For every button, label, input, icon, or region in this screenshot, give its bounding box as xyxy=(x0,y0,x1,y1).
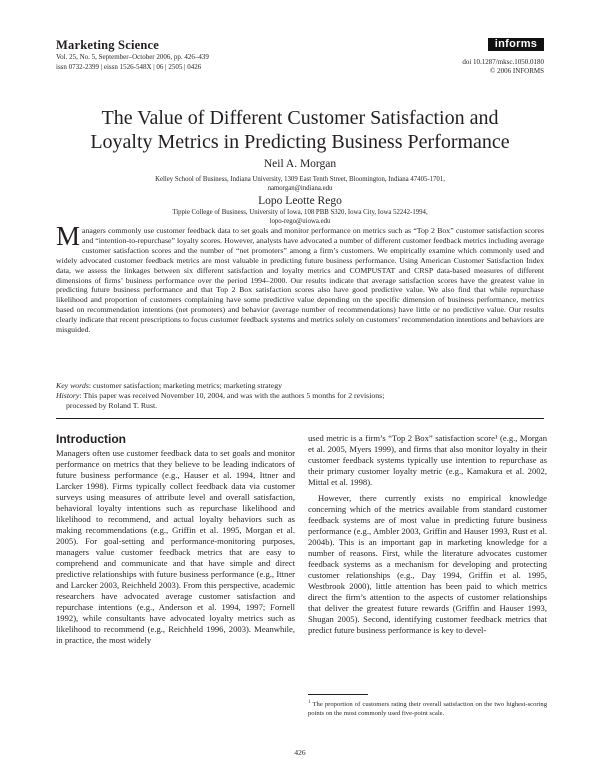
paper-title-line2: Loyalty Metrics in Predicting Business Performance xyxy=(90,131,510,153)
paragraph: Managers often use customer feedback data to set goals and monitor performance on metrics that they believe to be leading indicators of future business performance (e.g., Hauser et al. 1994, Ittner and Larcker 1998). Firms typically collect feedback data via customer surveys using measures of attribute level and overall satisfaction, behavioral loyalty intentions such as repurchase likelihood and likelihood to recommend, and actual loyalty behaviors such as making recommendations (e.g., Griffin et al. 1995, Morgan et al. 2005). For goal-setting and performance-monitoring purposes, managers value customer feedback metrics that are easy to comprehend and communicate and that have simple and direct predictive relationships with future business performance (e.g., Ittner and Larcker 2003, Reichheld 2003). From this perspective, academic researchers have advocated average customer satisfaction and repurchase intentions (e.g., Anderson et al. 1994, 1997; Fornell 1992), while consultants have advocated loyalty metrics such as likelihood to recommend (e.g., Reichheld 1996, 2003). Meanwhile, in practice, the most widely xyxy=(56,448,295,645)
history-label: History xyxy=(56,391,80,400)
section-heading: Introduction xyxy=(56,432,126,446)
author-affiliation: Tippie College of Business, University of Iowa, 108 PBB S320, Iowa City, Iowa 52242-1994, xyxy=(172,209,428,216)
page-number: 426 xyxy=(294,748,306,757)
paragraph: used metric is a firm’s “Top 2 Box” satisfaction score¹ (e.g., Morgan et al. 2005, Myers 1999), and firms that also monitor loyalty in their customer feedback systems typically use intention to repurchase as their primary customer loyalty metric (e.g., Kamakura et al. 2002, Mittal et al. 1998). xyxy=(308,433,547,487)
journal-name: Marketing Science xyxy=(56,38,160,52)
author-affiliation: Kelley School of Business, Indiana University, 1309 East Tenth Street, Bloomington, Indiana 47405-1701, xyxy=(155,176,445,183)
informs-logo xyxy=(488,38,544,51)
history-continued: processed by Roland T. Rust. xyxy=(66,401,158,410)
abstract-dropcap: M xyxy=(56,221,81,251)
abstract-text: anagers commonly use customer feedback data to set goals and monitor performance on metrics such as “Top 2 Box” customer satisfaction scores and “intention-to-repurchase” loyalty scores. However, analysts have advocated a number of different customer feedback metrics including average customer satisfaction scores and the number of “net promoters” among a firm’s customers. We empirically examine which commonly used and widely advocated customer feedback metrics are most valuable in predicting future business performance. Using American Customer Satisfaction Index data, we assess the linkages between six different satisfaction and loyalty metrics and COMPUSTAT and CRSP data-based measures of different dimensions of firms’ business performance over the period 1994–2000. Our results indicate that average satisfaction scores have the greatest value in predicting future business performance and that Top 2 Box satisfaction scores also have good predictive value. We also find that while repurchase likelihood and proportion of customers complaining have some predictive value depending on the specific dimension of business performance, metrics based on recommendation intentions (net promoters) and behavior (average number of recommendations) have little or no predictive value. Our results clearly indicate that recent prescriptions to focus customer feedback systems and metrics solely on customers’ recommendation intentions and behaviors are misguided. xyxy=(56,226,544,335)
copyright-line: © 2006 INFORMS xyxy=(490,67,544,75)
issn-line: issn 0732-2399 | eissn 1526-548X | 06 | 2505 | 0426 xyxy=(56,63,202,71)
author-name: Lopo Leotte Rego xyxy=(258,195,342,207)
footnote-text: The proportion of customers rating their overall satisfaction on the two highest-scoring points on the most commonly used five-point scale. xyxy=(308,701,547,717)
author-name: Neil A. Morgan xyxy=(263,158,337,170)
history-text: : This paper was received November 10, 2004, and was with the authors 5 months for 2 revisions; xyxy=(79,391,385,400)
logo-text: informs xyxy=(488,38,544,51)
keywords xyxy=(56,381,544,391)
volume-line: Vol. 25, No. 5, September–October 2006, pp. 426–439 xyxy=(56,53,209,61)
left-column xyxy=(56,448,295,646)
footnote-mark: 1 xyxy=(308,700,311,705)
divider-rule xyxy=(56,418,544,419)
paragraph: However, there currently exists no empirical knowledge concerning which of the metrics available from standard customer feedback systems are of most value in predicting future business performance (e.g., Ambler 2003, Griffin and Hauser 1993, Rust et al. 2004b). This is an important gap in marketing knowledge for a number of reasons. First, while the literature advocates customer feedback systems as a mechanism for developing and protecting customer relationships (e.g., Day 1994, Griffin et al. 1995, Westbrook 2000), little attention has been paid to which metrics direct the firm’s attention to the aspects of customer relationships that deliver the greatest future rewards (Griffin and Hauser 1993, Shugan 2005). Second, identifying customer feedback metrics that predict future business performance is key to devel- xyxy=(308,493,547,635)
footnote xyxy=(308,699,547,718)
keywords-text: : customer satisfaction; marketing metrics; marketing strategy xyxy=(88,381,282,390)
author-email: namorgan@indiana.edu xyxy=(267,185,333,192)
doi-line: doi 10.1287/mksc.1050.0180 xyxy=(462,58,544,66)
right-column xyxy=(308,433,547,636)
paper-title-line1: The Value of Different Customer Satisfaction and xyxy=(101,107,499,129)
footnote-rule xyxy=(308,694,368,695)
author-email: lopo-rego@uiowa.edu xyxy=(269,218,331,225)
history xyxy=(56,391,544,401)
keywords-label: Key words xyxy=(56,381,89,390)
